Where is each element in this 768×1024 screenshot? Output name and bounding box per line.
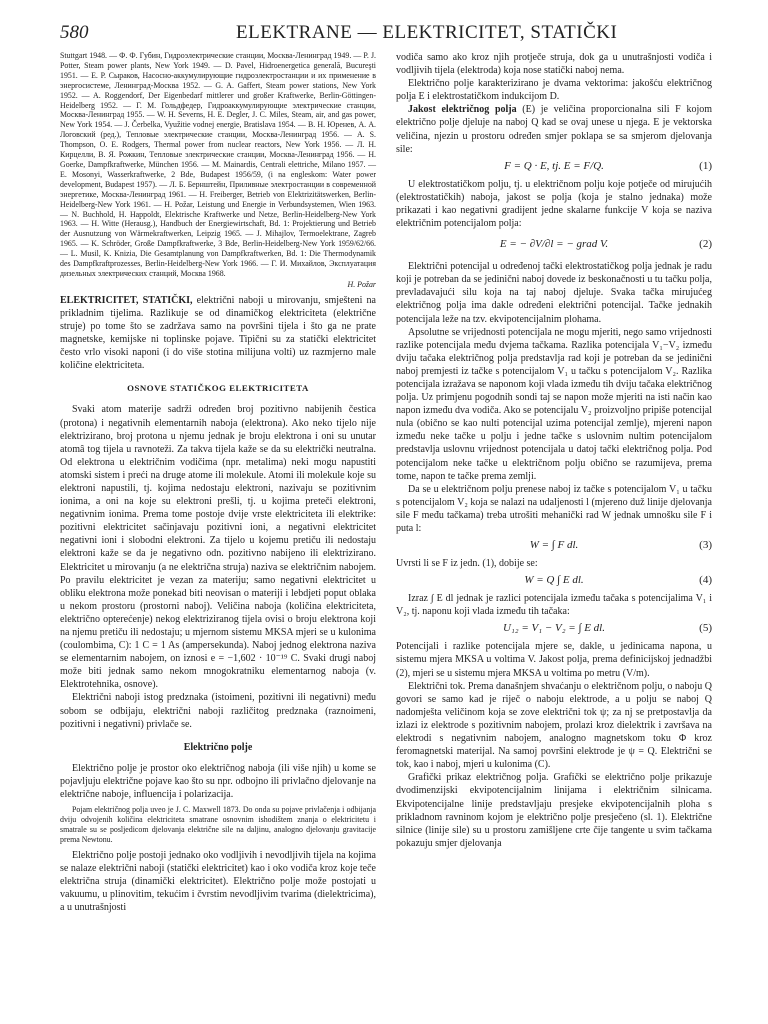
paragraph-graficki-prikaz: Grafički prikaz električnog polja. Grafički se električno polje prikazuje dvodimenzijski ekvipotencijalnim linijama i električnim silnicama. Ekvipotencijalne linije predstavljaju presjeke ekvipotencijalnih ploha s prikladnom ravninom kojom je električno polje presječeno (sl. 1). Električne silnice (linije sile) su u prostoru zamišljene crte čije tangente u svim tačkama pokazuju smjer djelovanja [396, 772, 712, 849]
page-header [60, 22, 716, 48]
paragraph-jakost [396, 103, 712, 155]
section-osnove-text-2: Električni naboji istog predznaka (istoimeni, pozitivni ili negativni) među sobom se odbijaju, električni naboji različitog predznaka (raznoimeni, pozitivni i negativni) privlače se. [60, 692, 376, 730]
running-title: ELEKTRANE — ELEKTRICITET, STATIČKI [236, 22, 618, 43]
equation-1-expr: F = Q · E, tj. E = F/Q. [504, 159, 604, 172]
paragraph-2: Električno polje karakterizirano je dvama vektorima: jakošću električnog polja E i elektrostatičkom indukcijom D. [396, 78, 712, 103]
equation-2-number: (2) [699, 238, 712, 251]
paragraph-potencijal: U elektrostatičkom polju, tj. u električnom polju koje potječe od mirujućih (elektrostatičkih) naboja, jakost se polja (koja je stalno jednaka) može prikazati i kao negativni gradijent jedne skalarne funkcije V koja se naziva električnim potencijalom polja: [396, 178, 712, 230]
paragraph-elektricni-tok: Električni tok. Prema današnjem shvaćanju o električnom polju, o naboju Q govori se samo kad je riječ o naboju elektrode, a u polju se naboj Q nadomješta veličinom koja se zove električni tok ψ; za nj se pretpostavlja da izlazi iz elektrode s pozitivnim nabojem, prolazi kroz dielektrik i završava na elektrodi s negativnim nabojem, analogno magnetskom toku Φ kroz feromagnetski materijal. Na samoj površini elektrode je ψ = Q. Električni se tok, kao i naboj, mjeri u kulonima (C). [396, 680, 712, 771]
references-author: H. Požar [347, 279, 376, 289]
equation-1 [396, 156, 712, 178]
equation-2-expr: E = − ∂V/∂l = − grad V. [499, 238, 609, 251]
section-osnove-text: Svaki atom materije sadrži određen broj pozitivno nabijenih čestica (protona) i negativnih elementarnih naboja (elektrona). Ako neko tijelo nije elektrizirano, broj protona u njemu jednak je broju elektrona i oni su unutar atomâ tog tijela u ravnoteži. Za takva tijela kaže se da su električki neutralna. Od elektrona u električnim vodičima (npr. metalima) neki mogu napustiti atomski sistem i preći na druge atome ili molekule. Atomi ili molekule koje su elektroni napustili, tj. kojima nedostaju elektroni, nazivaju se pozitivnim ionima, a oni na koje su elektroni prešli, tj. u kojima preteči elektroni, negativnim ionima. Prema tome postoje dvije vrste elektriciteta ili elektrike: pozitivni elektricitet sačinjavaju pozitivni ioni, a negativni elektricitet negativni ioni i slobodni elektroni. Za tijelo u kojemu pretiču ili nedostaju elektroni kaže se da je negativno odn. pozitivno nabijeno ili elektrizirano. Elektricitet u mirovanju (a ne električna struja) naziva se električnim nabojem. Po pravilu elektricitet je vezan za materiju; samo negativni elektricitet u obliku elektrona može ponekad biti neovisan o materiji i lebdjeti poput oblaka u nekom prostoru (prostorni naboj). Veličina naboja (količina elektriciteta, električno opterećenje) nekog elektriziranog tijela ovisi o broju elektrona koji na njemu pretiču ili nedostaju; u mjernom sistemu MKSA mjeri se u kulonima (coulombima, C): 1 C = 1 As (ampersekunda). Naboj jednog elektrona naziva se elementarnim nabojem, on iznosi e = −1,602 · 10⁻¹⁹ C. Svaki drugi naboj može biti jednak samo nekom mnogokratniku elementarnog naboja (v. Elektrotehnika, osnove). [60, 404, 376, 691]
references-text: Stuttgart 1948. — Ф. Ф. Губин, Гидроэлектрические станции, Москва-Ленинград 1949. — P. J. Potter, Steam power plants, New York 1949. — D. Pavel, Hidroenergetica generală, Bucureşti 1951. — Е. Р. Сыраков, Насосно-аккумулирующие гидроэлектростанции и их применение в энергосистеме, Ленинград-Москва 1952. — G. A. Gaffert, Steam power stations, New York 1952. — A. Roggendorf, Der Eigenbedarf mittlerer und großer Kraftwerke, Berlin-Göttingen-Heidelberg 1952. — Г. М. Гольдфедер, Гидроаккумулирующие электрические станции, Москва-Ленинград 1955. — W. H. Severns, H. E. Degler, J. C. Miles, Steam, air, and gas power, New York 1954. — J. Čerbelka, Využitie vodnej energie, Bratislava 1954. — В. Н. Юренев, А. А. Логовский (ред.), Тепловые электрические станции, Москва-Ленинград 1956. — A. S. Thompson, O. E. Rodgers, Thermal power from nuclear reactors, New York 1956. — Л. Н. Кирцелли, В. Я. Рожкин, Тепловые электрические станции, Москва-Ленинград 1956. — H. Goerke, Dampfkraftwerke, München 1956. — M. Mainardis, Centrali elettriche, Milano 1957. — E. Mosonyi, Wasserkraftwerke, 2 Bde, Budapest 1956/59, (i na engleskom: Water power development, Budapest 1957). — Л. Б. Бернштейн, Приливные электростанции в современной энергетике, Москва-Ленинград 1961. — H. Freiberger, Betrieb von Elektrizitätswerken, Berlin-Heidelberg-New York 1961. — H. Požar, Leistung und Energie in Verbundsystemen, Wien 1963. — N. Buchhold, H. Happoldt, Elektrische Kraftwerke und Netze, Berlin-Heidelberg-New York 1963. — H. Witte (Herausg.), Handbuch der Energiewirtschaft, Bd. 1: Projektierung und Betrieb der Ausnutzung von Wärmekraftwerken, Leipzig 1965. — J. Mihajlov, Termoelektrane, Zagreb 1965. — K. Schröder, Große Dampfkraftwerke, 3 Bde, Berlin-Heidelberg-New York 1959/62/66. — L. Musil, K. Knizia, Die Gesamtplanung von Dampfkraftwerken, Bd. 1: Die Thermodynamik des Dampfkraftprozesses, Berlin-Heidelberg-New York 1966. — Г. И. Михайлов, Эксплуатация дизельных электрических станций, Москва 1968. [60, 51, 376, 278]
article-intro-text: električni naboji u mirovanju, smješteni na prikladnim tijelima. Razlikuje se od dinamičkog elektriciteta (električne struje) po tome što se zadržava samo na površini tijela i što ga ne prate magnetske, kemijske ni toplinske pojave. Tipični su za statički elektricitet često vrlo visoki naponi (i do više stotina milijuna volti) uz razmjerno male količine elektriciteta. [60, 294, 376, 372]
paragraph-10: Potencijali i razlike potencijala mjere se, dakle, u jedinicama napona, u sistemu mjera MKSA u voltima V. Jakost polja, prema definicijskoj jednadžbi (2), mjeri se u sistemu mjera MKSA u voltima po metru (V/m). [396, 641, 712, 679]
article-intro [60, 294, 376, 373]
equation-3-expr: W = ∫ F dl. [529, 539, 579, 552]
equation-3-number: (3) [699, 539, 712, 552]
paragraph-8: Uvrsti li se F iz jedn. (1), dobije se: [396, 558, 538, 570]
footnote-maxwell: Pojam električnog polja uveo je J. C. Maxwell 1873. Do onda su pojave privlačenja i odbijanja dviju odvojenih količina elektriciteta smatrane osnovnim ishodištem znanja o elektricitetu i smatrale su se posljedicom djelovanja električne sile na daljinu, analogno djelovanju gravitacije prema Newtonu. [60, 805, 376, 844]
left-column [60, 51, 376, 914]
right-column [396, 51, 712, 850]
jakost-lead: Jakost električnog polja [408, 104, 517, 116]
equation-4-expr: W = Q ∫ E dl. [524, 574, 584, 587]
section-heading-osnove: OSNOVE STATIČKOG ELEKTRICITETA [127, 383, 309, 394]
paragraph-5: Električni potencijal u određenoj tački elektrostatičkog polja jednak je radu koji je potreban da se jedinični naboj dovede iz beskonačnosti u tu tačku polja, prevladavajući silu koja na taj naboj djeluje. Svaka tačka mirujućeg električnog polja ima dakle određeni električni potencijal. Tačke jednakih potencijala leže na tzv. ekvipotencijalnim plohama. [396, 261, 712, 325]
equation-4-number: (4) [699, 574, 712, 587]
equation-3 [396, 535, 712, 557]
section-polje-text: Električno polje je prostor oko električnog naboja (ili više njih) u kome se pojavljuju električne pojave kao što su npr. odbojno ili privlačno djelovanje na električne naboje, influencija i polarizacija. [60, 762, 376, 801]
equation-5-number: (5) [699, 622, 712, 635]
paragraph-7: Da se u električnom polju prenese naboj iz tačke s potencijalom V₁ u tačku s potencijalom V₂ koja se nalazi na udaljenosti l (mjereno duž linije djelovanja sile F među tačkama) treba utrošiti mehanički rad W jednak umnošku sile F i puta l: [396, 483, 712, 534]
paragraph-1: vodiča samo ako kroz njih protječe struja, dok ga u unutrašnjosti vodiča i vodljivih tijela (elektroda) koja nose statički naboj nema. [396, 52, 712, 77]
equation-5 [396, 618, 712, 640]
jakost-text: (E) je veličina proporcionalna sili F kojom električno polje djeluje na naboj Q kad se ovaj unese u njega. E je vektorska veličina, njezin u prostoru određen smjer poklapa se sa smjerom djelovanja sile: [396, 104, 712, 155]
page-number: 580 [60, 22, 89, 43]
article-lead: ELEKTRICITET, STATIČKI, [60, 294, 193, 306]
equation-2 [396, 230, 712, 260]
section-polje-text-2: Električno polje postoji jednako oko vodljivih i nevodljivih tijela na kojima se nalaze električni naboji (statički elektricitet) kao i oko vodiča kroz koje teče električna struja (dinamički elektricitet). Električno polje može postojati u vakuumu, u plinovitim, tekućim i čvrstim nevodljivim tvarima (dielektricima), a u unutrašnjosti [60, 849, 376, 914]
section-heading-polje: Električno polje [183, 741, 253, 753]
equation-1-number: (1) [699, 159, 712, 172]
equation-5-expr: U₁₂ = V₁ − V₂ = ∫ E dl. [503, 622, 605, 635]
paragraph-6: Apsolutne se vrijednosti potencijala ne mogu mjeriti, nego samo vrijednosti razlike potencijala među dvjema tačkama. Razlika potencijala V₁−V₂ između dviju tačaka električnog polja predstavlja rad koji je potreban da se jedinični naboj premjesti iz tačke s potencijalom V₁ u tačku s potencijalom V₂. Razlika potencijala izražava se naponom koji vlada između tih dviju tačaka električnog polja. Uz primjenu pogodnih sondi taj se napon može mjeriti na isti način kao napon između dva vodiča. Ako se potencijalu V₂ proizvoljno pripiše potencijal nula (obično se kao nulti potencijal uzima potencijal zemlje), mjereni napon između neke tačke u polju i jedne tačke s uslovnim nultim potencijalom predstavlja uslovnu vrijednost potencijala u datoj tački električnog polja. Pod potencijalom neke tačke u električnom polju obično se razumijeva, prema tome, napon te tačke prema zemlji. [396, 326, 712, 482]
paragraph-9: Izraz ∫ E dl jednak je razlici potencijala između tačaka s potencijalima V₁ i V₂, tj. naponu koji vlada između tih tačaka: [396, 593, 712, 618]
equation-4 [396, 570, 712, 592]
